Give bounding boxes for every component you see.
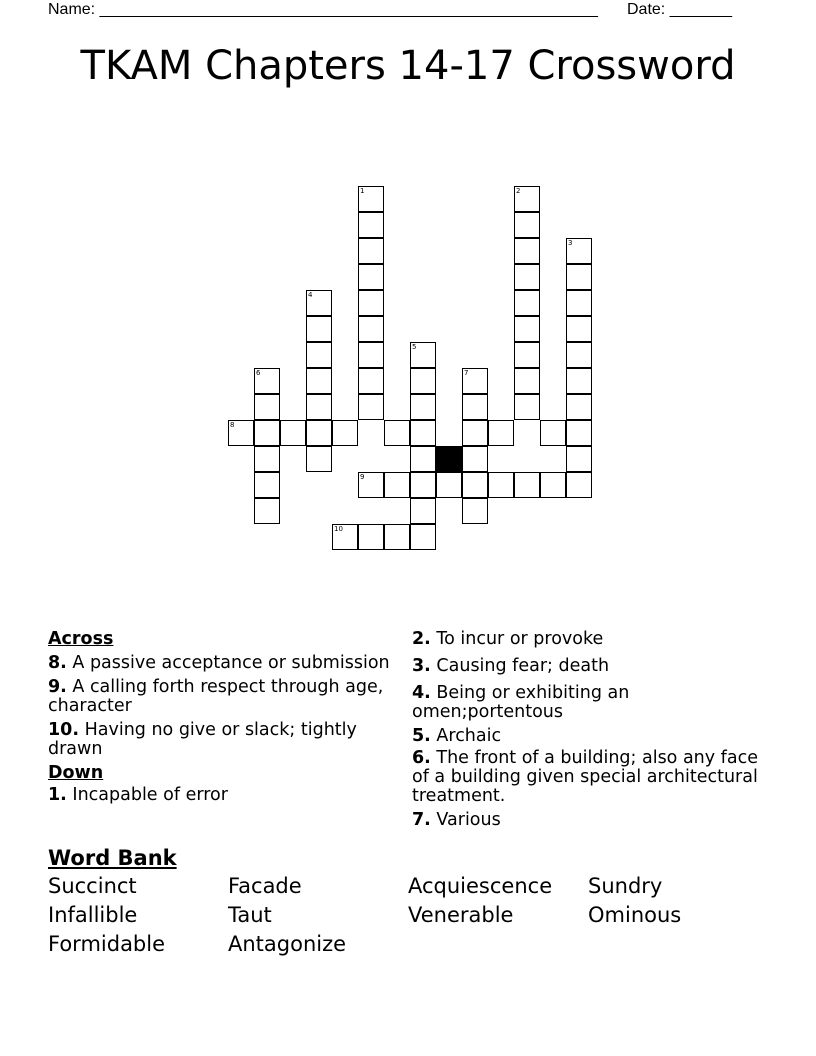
crossword-cell[interactable] [514,342,540,368]
crossword-cell[interactable] [566,264,592,290]
clue-down-5 [412,727,762,746]
crossword-cell[interactable] [410,368,436,394]
crossword-cell[interactable] [358,342,384,368]
crossword-cell[interactable] [410,342,436,368]
crossword-cell[interactable] [410,524,436,550]
clue-number: 3. [412,656,431,676]
crossword-cell[interactable] [566,394,592,420]
clue-down-1 [48,786,393,805]
crossword-cell[interactable] [462,394,488,420]
clue-number-label: 5 [412,343,417,351]
clue-number-label: 7 [464,369,469,377]
clue-text: A passive acceptance or submission [72,653,390,673]
crossword-cell[interactable] [566,446,592,472]
clue-down-2 [412,630,762,649]
crossword-cell[interactable] [514,290,540,316]
clue-number-label: 4 [308,291,313,299]
down-heading: Down [48,763,104,783]
clue-number: 6. [412,748,431,768]
crossword-cell[interactable] [358,524,384,550]
word-bank-word: Antagonize [228,932,347,956]
crossword-cell[interactable] [462,420,488,446]
crossword-cell[interactable] [358,394,384,420]
word-bank [48,874,768,956]
crossword-cell[interactable] [488,420,514,446]
crossword-cell[interactable] [410,394,436,420]
word-bank-word: Facade [228,874,302,898]
clues-column-right [412,630,762,835]
word-bank-word: Infallible [48,903,138,927]
clue-number-label: 2 [516,187,521,195]
clue-number-label: 6 [256,369,261,377]
clue-number-label: 1 [360,187,365,195]
clue-number: 8. [48,653,67,673]
crossword-cell[interactable] [254,368,280,394]
clue-number-label: 3 [568,239,573,247]
crossword-black-cell [436,446,462,472]
crossword-cell[interactable] [488,472,514,498]
word-bank-word: Sundry [588,874,663,898]
word-bank-word: Taut [228,903,272,927]
crossword-cell[interactable] [436,472,462,498]
crossword-cell[interactable] [306,420,332,446]
crossword-cell[interactable] [254,394,280,420]
crossword-cell[interactable] [566,472,592,498]
name-field-label: Name: ________________________________________________________ [48,1,598,18]
clue-text: Causing fear; death [436,656,610,676]
crossword-cell[interactable] [358,264,384,290]
crossword-cell[interactable] [280,420,306,446]
clue-across-9 [48,678,393,716]
clue-number: 9. [48,677,67,697]
crossword-cell[interactable] [514,316,540,342]
crossword-cell[interactable] [462,446,488,472]
crossword-cell[interactable] [462,472,488,498]
page-title: TKAM Chapters 14-17 Crossword [80,43,736,89]
clue-number: 10. [48,720,80,740]
crossword-cell[interactable] [410,472,436,498]
date-field-label: Date: _______ [627,1,732,18]
crossword-cell[interactable] [358,368,384,394]
clue-across-10 [48,721,393,759]
clue-number: 2. [412,629,431,649]
crossword-cell[interactable] [566,238,592,264]
crossword-cell[interactable] [358,472,384,498]
crossword-cell[interactable] [384,524,410,550]
clue-number: 7. [412,810,431,830]
crossword-cell[interactable] [332,524,358,550]
clue-text: To incur or provoke [436,629,604,649]
word-bank-word: Formidable [48,932,166,956]
crossword-cell[interactable] [514,186,540,212]
crossword-cell[interactable] [306,316,332,342]
crossword-cell[interactable] [384,420,410,446]
word-bank-word: Acquiescence [408,874,553,898]
clue-text: Archaic [436,726,502,746]
clue-across-8 [48,654,393,673]
across-heading: Across [48,629,114,649]
word-bank-word: Venerable [408,903,514,927]
clue-number: 5. [412,726,431,746]
crossword-cell[interactable] [358,212,384,238]
crossword-cell[interactable] [306,290,332,316]
crossword-cell[interactable] [254,498,280,524]
crossword-cell[interactable] [332,420,358,446]
crossword-cell[interactable] [254,420,280,446]
crossword-cell[interactable] [306,394,332,420]
crossword-cell[interactable] [462,368,488,394]
crossword-cell[interactable] [514,264,540,290]
crossword-cell[interactable] [410,498,436,524]
crossword-cell[interactable] [540,420,566,446]
clue-number-label: 9 [360,473,365,481]
crossword-cell[interactable] [358,316,384,342]
crossword-cell[interactable] [384,472,410,498]
crossword-cell[interactable] [514,212,540,238]
word-bank-word: Succinct [48,874,137,898]
crossword-cell[interactable] [306,342,332,368]
clue-text: A calling forth respect through age, character [48,677,384,716]
clue-text: Various [436,810,501,830]
crossword-cell[interactable] [410,420,436,446]
crossword-cell[interactable] [566,420,592,446]
clue-down-7 [412,811,762,830]
crossword-cell[interactable] [514,368,540,394]
crossword-cell[interactable] [566,342,592,368]
crossword-cell[interactable] [254,472,280,498]
crossword-cell[interactable] [462,498,488,524]
crossword-cell[interactable] [358,238,384,264]
crossword-cell[interactable] [410,446,436,472]
crossword-cell[interactable] [358,290,384,316]
clue-text: Incapable of error [72,785,228,805]
clue-text: Having no give or slack; tightly drawn [48,720,357,759]
clue-down-3 [412,657,762,676]
crossword-cell[interactable] [540,472,566,498]
clue-number-label: 8 [230,421,235,429]
clue-down-6 [412,749,762,806]
clue-number: 4. [412,683,431,703]
crossword-cell[interactable] [306,368,332,394]
clues-column-left [48,630,393,810]
clue-text: Being or exhibiting an omen;portentous [412,683,630,722]
crossword-cell[interactable] [306,446,332,472]
crossword-cell[interactable] [514,472,540,498]
crossword-cell[interactable] [514,394,540,420]
clue-number-label: 10 [334,525,343,533]
word-bank-title: Word Bank [48,846,177,870]
clue-down-4 [412,684,762,722]
crossword-cell[interactable] [358,186,384,212]
crossword-cell[interactable] [566,290,592,316]
crossword-cell[interactable] [254,446,280,472]
word-bank-word: Ominous [588,903,682,927]
crossword-cell[interactable] [566,316,592,342]
crossword-cell[interactable] [228,420,254,446]
clue-text: The front of a building; also any face of a building given special architectural treatment. [412,748,758,806]
crossword-cell[interactable] [566,368,592,394]
crossword-cell[interactable] [514,238,540,264]
clue-number: 1. [48,785,67,805]
